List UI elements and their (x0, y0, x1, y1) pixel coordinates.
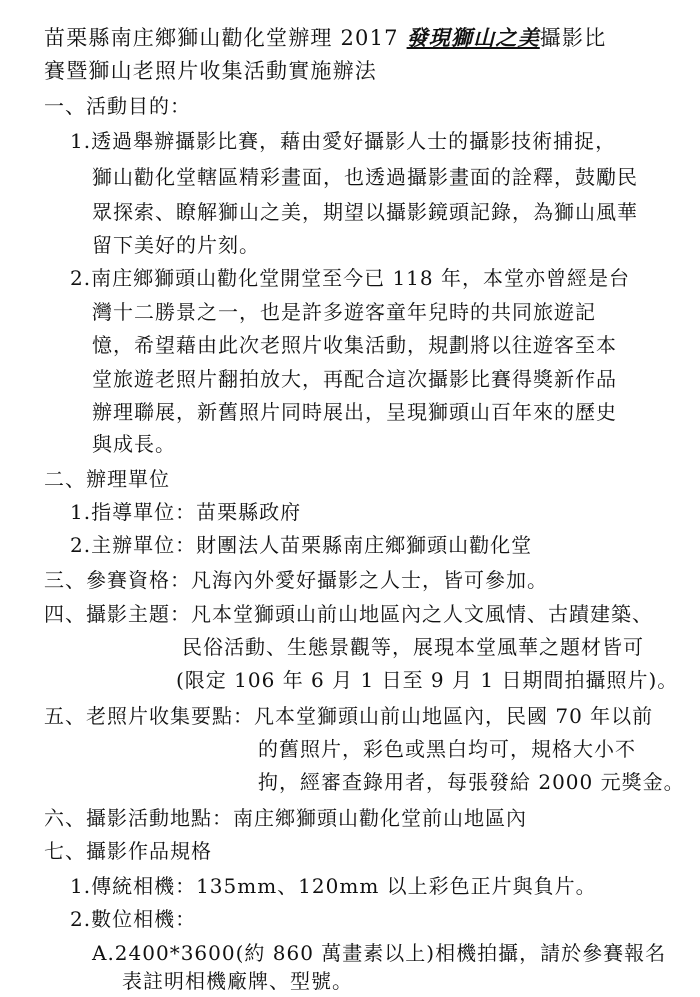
section-3-text: 三、參賽資格：凡海內外愛好攝影之人士，皆可參加。 (44, 568, 548, 592)
list-item-text: 留下美好的片刻。 (92, 233, 260, 257)
section-5-text: 五、老照片收集要點：凡本堂獅頭山前山地區內，民國 70 年以前 (44, 704, 654, 728)
list-item-text: 2.數位相機： (70, 907, 197, 931)
section-4-text: (限定 106 年 6 月 1 日至 9 月 1 日期間拍攝照片)。 (176, 668, 679, 692)
list-item-text: 表註明相機廠牌、型號。 (122, 969, 353, 993)
section-heading-2: 二、辦理單位 (44, 467, 170, 491)
title-emphasis: 發現獅山之美 (406, 25, 540, 50)
list-item-text: 2.主辦單位：財團法人苗栗縣南庄鄉獅頭山勸化堂 (70, 533, 533, 557)
list-item-text: 堂旅遊老照片翻拍放大，再配合這次攝影比賽得獎新作品 (92, 367, 617, 391)
section-5-text: 的舊照片，彩色或黑白均可，規格大小不 (258, 737, 636, 761)
section-heading-7: 七、攝影作品規格 (44, 839, 212, 863)
list-item-text: 辦理聯展，新舊照片同時展出，呈現獅頭山百年來的歷史 (92, 400, 617, 424)
title-part2: 攝影比 (539, 26, 607, 50)
title-part1: 苗栗縣南庄鄉獅山勸化堂辦理 2017 (44, 26, 407, 50)
list-item-text: 1.透過舉辦攝影比賽，藉由愛好攝影人士的攝影技術捕捉， (70, 129, 617, 153)
list-item-text: A.2400*3600(約 860 萬畫素以上)相機拍攝，請於參賽報名 (92, 941, 667, 965)
list-item-text: 1.傳統相機：135mm、120mm 以上彩色正片與負片。 (70, 874, 597, 898)
list-item-text: 眾探索、瞭解獅山之美，期望以攝影鏡頭記錄，為獅山風華 (92, 200, 638, 224)
list-item-text: 憶，希望藉由此次老照片收集活動，規劃將以往遊客至本 (92, 333, 617, 357)
section-6-text: 六、攝影活動地點：南庄鄉獅頭山勸化堂前山地區內 (44, 806, 527, 830)
section-heading-1: 一、活動目的： (44, 94, 191, 118)
section-5-text: 拘，經審查錄用者，每張發給 2000 元獎金。 (258, 770, 685, 794)
list-item-text: 與成長。 (92, 432, 176, 456)
list-item-text: 2.南庄鄉獅頭山勸化堂開堂至今已 118 年，本堂亦曾經是台 (70, 266, 630, 290)
list-item-text: 1.指導單位：苗栗縣政府 (70, 500, 302, 524)
section-4-text: 民俗活動、生態景觀等，展現本堂風華之題材皆可 (182, 635, 644, 659)
list-item-text: 灣十二勝景之一，也是許多遊客童年兒時的共同旅遊記 (92, 300, 596, 324)
section-4-text: 四、攝影主題：凡本堂獅頭山前山地區內之人文風情、古蹟建築、 (44, 602, 653, 626)
document-title-line2: 賽暨獅山老照片收集活動實施辦法 (44, 59, 377, 83)
document-title (44, 24, 606, 52)
list-item-text: 獅山勸化堂轄區精彩畫面，也透過攝影畫面的詮釋，鼓勵民 (92, 165, 638, 189)
